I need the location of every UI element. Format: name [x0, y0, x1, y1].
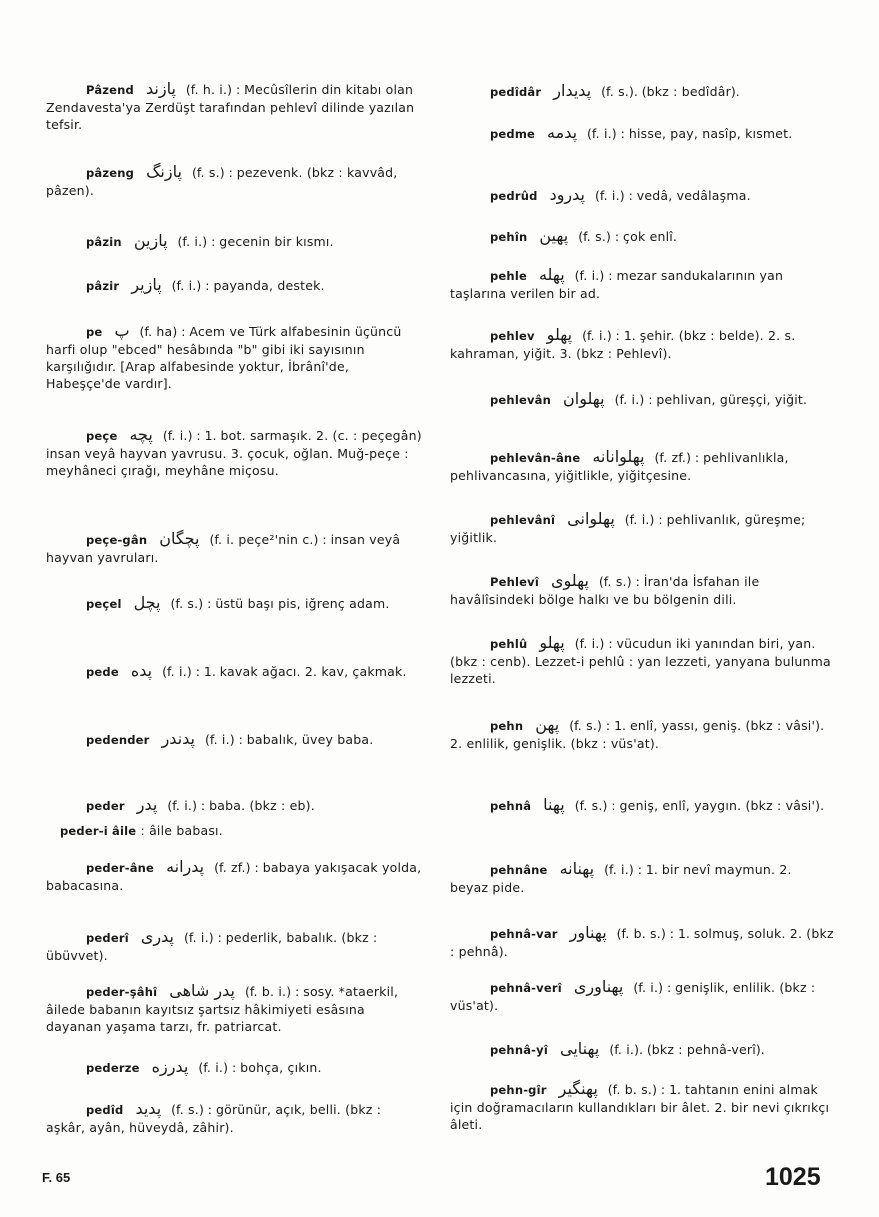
dictionary-entry [450, 448, 834, 484]
headword: pedîd [86, 1103, 124, 1117]
arabic-script: پدرود [549, 185, 585, 204]
definition: (f. i.) : baba. (bkz : eb). [167, 798, 315, 813]
headword: pedrûd [490, 189, 538, 203]
definition: (f. h. i.) : Mecûsîlerin din kitabı olan Zendavesta'ya Zerdüşt tarafından pehlevî dilinde yazılan tefsir. [46, 82, 415, 132]
headword: pedender [86, 733, 150, 747]
definition: (f. zf.) : babaya yakışacak yolda, babacasına. [46, 860, 422, 893]
headword: peçe [86, 429, 118, 443]
dictionary-entry [450, 82, 834, 101]
headword: Pâzend [86, 83, 134, 97]
arabic-script: پهناور [569, 923, 607, 942]
dictionary-entry [450, 390, 834, 409]
definition: (f. i.) : 1. bot. sarmaşık. 2. (c. : peçegân) insan veyâ hayvan yavrusu. 3. çocuk, oğlan. Muğ-peçe : meyhâneci çırağı, meyhâne miçosu. [46, 428, 422, 478]
dictionary-entry [450, 510, 834, 546]
definition: : âile babası. [140, 823, 223, 838]
headword: pehnâ-verî [490, 981, 562, 995]
dictionary-entry [46, 322, 424, 392]
headword: pederî [86, 931, 129, 945]
headword: pedme [490, 127, 536, 141]
dictionary-entry [46, 80, 424, 133]
arabic-script: پدری [140, 927, 174, 946]
dictionary-entry [60, 822, 438, 840]
definition: (f. i.) : 1. kavak ağacı. 2. kav, çakmak. [162, 664, 407, 679]
dictionary-entry [450, 1040, 834, 1059]
definition: (f. s.) : geniş, enlî, yaygın. (bkz : vâsi'). [574, 798, 825, 813]
dictionary-entry [46, 276, 424, 295]
dictionary-entry [46, 594, 424, 613]
arabic-script: پهله [538, 265, 565, 284]
headword: peçe-gân [86, 533, 148, 547]
headword: pehlû [490, 637, 528, 651]
arabic-script: پازیر [131, 275, 162, 294]
arabic-script: پهلوانی [567, 509, 615, 528]
dictionary-entry [450, 227, 834, 246]
dictionary-entry [46, 796, 424, 815]
definition: (f. s.) : görünür, açık, belli. (bkz : aşkâr, ayân, hüveydâ, zâhir). [46, 1102, 382, 1135]
definition: (f. i.) : 1. bir nevî maymun. 2. beyaz pide. [450, 862, 792, 895]
arabic-script: پچگان [159, 529, 200, 548]
definition: (f. i.) : genişlik, enlilik. (bkz : vüs'at). [450, 980, 816, 1013]
definition: (f. i.) : pederlik, babalık. (bkz : übüvvet). [46, 930, 378, 963]
definition: (f. s.) : İran'da İsfahan ile havâlîsindeki bölge halkı ve bu bölgenin dili. [450, 574, 760, 607]
headword: pehle [490, 269, 527, 283]
definition: (f. s.) : çok enlî. [578, 229, 678, 244]
arabic-script: پدر شاهی [169, 981, 235, 1000]
headword: pehlev [490, 329, 535, 343]
dictionary-entry [46, 982, 424, 1035]
dictionary-entry [450, 124, 834, 143]
arabic-script: پچل [133, 593, 161, 612]
headword: pehlevân [490, 393, 552, 407]
definition: (f. i.) : gecenin bir kısmı. [177, 234, 334, 249]
headword: pe [86, 325, 103, 339]
arabic-script: پهلوان [563, 389, 605, 408]
headword: pehîn [490, 230, 528, 244]
headword: pehlevân-âne [490, 451, 581, 465]
definition: (f. i.) : pehlivan, güreşçi, yiğit. [614, 392, 808, 407]
arabic-script: پازنگ [146, 162, 182, 181]
headword: pehn [490, 719, 524, 733]
arabic-script: پدرزه [151, 1057, 189, 1076]
definition: (f. s.) : pezevenk. (bkz : kavvâd, pâzen). [46, 165, 398, 198]
arabic-script: پهنا [543, 795, 565, 814]
definition: (f. s.) : üstü başı pis, iğrenç adam. [170, 596, 390, 611]
dictionary-entry [450, 860, 834, 896]
arabic-script: پدندر [161, 729, 195, 748]
definition: (f. i.) : bohça, çıkın. [198, 1060, 322, 1075]
headword: pâzin [86, 235, 122, 249]
arabic-script: پهناوری [573, 977, 624, 996]
definition: (f. b. s.) : 1. solmuş, soluk. 2. (bkz : pehnâ). [450, 926, 834, 959]
arabic-script: پدرانه [166, 857, 205, 876]
arabic-script: پدید [135, 1099, 162, 1118]
definition: (f. s.). (bkz : bedîdâr). [601, 84, 740, 99]
headword: peder [86, 799, 125, 813]
headword: peder-şâhî [86, 985, 158, 999]
arabic-script: پ [114, 321, 130, 340]
headword: pehnâ-yî [490, 1043, 548, 1057]
arabic-script: پدیدار [553, 81, 592, 100]
dictionary-entry [46, 530, 424, 566]
headword: Pehlevî [490, 575, 539, 589]
dictionary-entry [450, 326, 834, 362]
dictionary-entry [450, 716, 834, 752]
arabic-script: پهلوی [551, 571, 589, 590]
arabic-script: پهین [539, 226, 569, 245]
headword: pâzir [86, 279, 120, 293]
definition: (f. ha) : Acem ve Türk alfabesinin üçüncü harfi olup "ebced" hesâbında "b" gibi iki sayısının karşılığıdır. [Arap alfabesinde yoktur, İbrânî'de, Habeşçe'de vardır]. [46, 324, 402, 391]
dictionary-entry [450, 186, 834, 205]
definition: (f. i.) : vücudun iki yanından biri, yan. (bkz : cenb). Lezzet-i pehlû : yan lezzeti, yanyana bulunma lezzeti. [450, 636, 831, 686]
dictionary-entry [450, 1080, 834, 1133]
definition: (f. i.) : mezar sandukalarının yan taşlarına verilen bir ad. [450, 268, 784, 301]
arabic-script: پهلوانانه [592, 447, 645, 466]
signature-mark: F. 65 [42, 1170, 71, 1185]
definition: (f. i.) : payanda, destek. [171, 278, 325, 293]
dictionary-entry [450, 634, 834, 687]
headword: pedîdâr [490, 85, 542, 99]
definition: (f. i.). (bkz : pehnâ-verî). [609, 1042, 765, 1057]
dictionary-entry [450, 796, 834, 815]
definition: (f. i. peçe²'nin c.) : insan veyâ hayvan yavruları. [46, 532, 401, 565]
arabic-script: پهن [535, 715, 560, 734]
dictionary-entry [450, 266, 834, 302]
definition: (f. i.) : vedâ, vedâlaşma. [595, 188, 751, 203]
arabic-script: پدمه [547, 123, 578, 142]
arabic-script: پده [130, 661, 153, 680]
dictionary-entry [450, 924, 834, 960]
arabic-script: پهنگیر [558, 1079, 598, 1098]
dictionary-entry [46, 1058, 424, 1077]
arabic-script: پهنانه [559, 859, 595, 878]
dictionary-entry [46, 858, 424, 894]
definition: (f. i.) : babalık, üvey baba. [205, 732, 374, 747]
headword: pehnâne [490, 863, 548, 877]
headword: pehnâ-var [490, 927, 558, 941]
headword: pâzeng [86, 166, 135, 180]
definition: (f. zf.) : pehlivanlıkla, pehlivancasına, yiğitlikle, yiğitçesine. [450, 450, 789, 483]
headword: pehlevânî [490, 513, 556, 527]
page-number: 1025 [765, 1163, 821, 1191]
dictionary-entry [46, 163, 424, 199]
dictionary-entry [450, 572, 834, 608]
headword: peçel [86, 597, 122, 611]
headword: pehn-gîr [490, 1083, 547, 1097]
definition: (f. s.) : 1. enlî, yassı, geniş. (bkz : vâsi'). 2. enlilik, genişlik. (bkz : vüs'at). [450, 718, 825, 751]
headword: peder-i âile [60, 824, 137, 838]
arabic-script: پازند [146, 79, 176, 98]
dictionary-entry [46, 426, 424, 479]
dictionary-entry [46, 730, 424, 749]
headword: pederze [86, 1061, 140, 1075]
arabic-script: پهلو [539, 633, 565, 652]
dictionary-entry [46, 1100, 424, 1136]
dictionary-entry [46, 232, 424, 251]
arabic-script: پچه [129, 425, 153, 444]
headword: peder-âne [86, 861, 155, 875]
arabic-script: پازین [133, 231, 168, 250]
dictionary-entry [450, 978, 834, 1014]
definition: (f. i.) : 1. şehir. (bkz : belde). 2. s. kahraman, yiğit. 3. (bkz : Pehlevî). [450, 328, 796, 361]
arabic-script: پدر [136, 795, 158, 814]
headword: pede [86, 665, 119, 679]
definition: (f. b. s.) : 1. tahtanın enini almak için doğramacıların kullandıkları bir âlet. 2. bir nevi çıkrıkçı âleti. [450, 1082, 830, 1132]
headword: pehnâ [490, 799, 532, 813]
dictionary-entry [46, 928, 424, 964]
arabic-script: پهنایی [559, 1039, 600, 1058]
dictionary-entry [46, 662, 424, 681]
definition: (f. b. i.) : sosy. *ataerkil, âilede babanın kayıtsız şartsız hâkimiyeti esâsına dayanan yaşama tarzı, fr. patriarcat. [46, 984, 399, 1034]
definition: (f. i.) : hisse, pay, nasîp, kısmet. [587, 126, 793, 141]
definition: (f. i.) : pehlivanlık, güreşme; yiğitlik. [450, 512, 806, 545]
arabic-script: پهلو [546, 325, 573, 344]
